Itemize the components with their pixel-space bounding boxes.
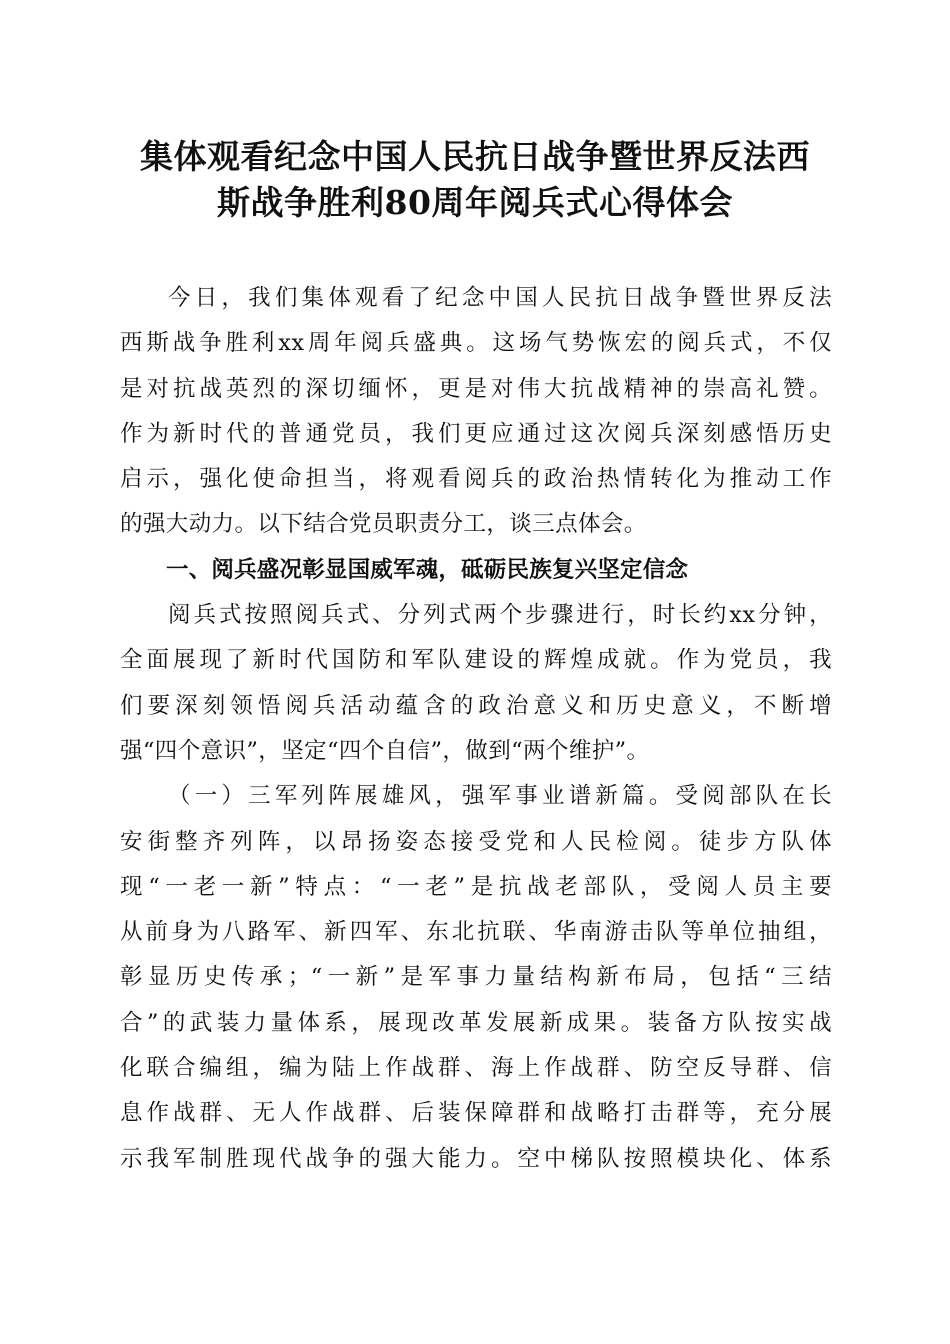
title-line-2: 斯战争胜利80周年阅兵式心得体会 [217, 183, 733, 222]
paragraph-line: 安街整齐列阵，以昂扬姿态接受党和人民检阅。徒步方队体 [120, 828, 832, 855]
paragraph-line: 今日，我们集体观看了纪念中国人民抗日战争暨世界反法 [168, 285, 832, 311]
paragraph-text: 受阅部队在长 [675, 783, 832, 810]
paragraph-line: 全面展现了新时代国防和军队建设的辉煌成就。作为党员，我 [120, 647, 832, 674]
paragraph-intro [120, 276, 832, 548]
paragraph-line: 示我军制胜现代战争的强大能力。空中梯队按照模块化、体系 [120, 1145, 832, 1172]
subsection-heading-1: （一）三军列阵展雄风，强军事业谱新篇。 [168, 783, 676, 810]
paragraph-line: 西斯战争胜利xx周年阅兵盛典。这场气势恢宏的阅兵式，不仅 [120, 330, 832, 357]
paragraph-line: 现“一老一新”特点：“一老”是抗战老部队，受阅人员主要 [120, 873, 832, 900]
paragraph-line: 彰显历史传承；“一新”是军事力量结构新布局，包括“三结 [120, 964, 832, 991]
paragraph-line: 的强大动力。以下结合党员职责分工，谈三点体会。 [120, 511, 647, 538]
title-line-1: 集体观看纪念中国人民抗日战争暨世界反法西 [140, 137, 810, 176]
paragraph-line: 作为新时代的普通党员，我们更应通过这次阅兵深刻感悟历史 [120, 420, 832, 447]
paragraph-line: 是对抗战英烈的深切缅怀，更是对伟大抗战精神的崇高礼赞。 [120, 375, 832, 402]
paragraph-subsection-1 [120, 774, 832, 1182]
paragraph-line: 启示，强化使命担当，将观看阅兵的政治热情转化为推动工作 [120, 466, 832, 493]
paragraph-line: 们要深刻领悟阅兵活动蕴含的政治意义和历史意义，不断增 [120, 692, 832, 719]
section-heading-1: 一、阅兵盛况彰显国威军魂，砥砺民族复兴坚定信念 [166, 556, 689, 583]
paragraph-line: 强“四个意识”，坚定“四个自信”，做到“两个维护”。 [120, 737, 650, 764]
paragraph-line: 息作战群、无人作战群、后装保障群和战略打击群等，充分展 [120, 1100, 832, 1127]
paragraph-line-with-subheading [120, 774, 832, 819]
paragraph-line: 阅兵式按照阅兵式、分列式两个步骤进行，时长约xx分钟， [168, 602, 832, 629]
paragraph-line: 化联合编组，编为陆上作战群、海上作战群、防空反导群、信 [120, 1055, 832, 1082]
paragraph-line: 合”的武装力量体系，展现改革发展新成果。装备方队按实战 [120, 1009, 832, 1036]
document-title [100, 134, 850, 226]
paragraph-section-1 [120, 593, 832, 774]
document-body [120, 276, 832, 1182]
paragraph-line: 从前身为八路军、新四军、东北抗联、华南游击队等单位抽组， [120, 919, 832, 946]
